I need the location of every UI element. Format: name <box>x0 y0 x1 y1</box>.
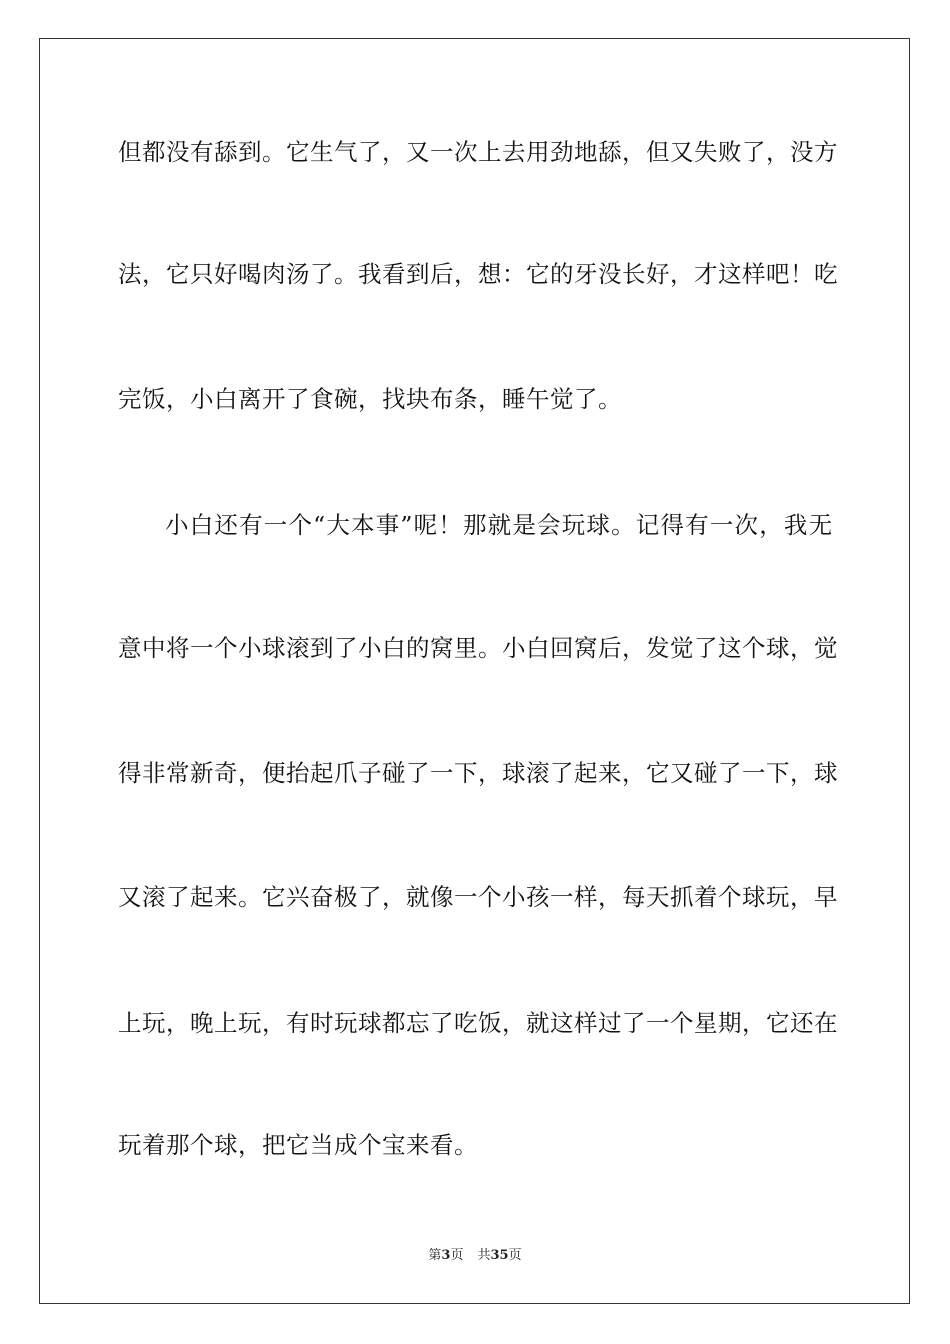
text-line-7: 又 滚 了 起 来 。 它 兴 奋 极 了 ， 就 像 一 个 小 孩 一 样 ， 每 天 抓 着 个 球 玩 ， 早 <box>118 883 838 911</box>
paragraph-2-first-line: 小 白 还 有 一 个 “ 大 本 事 ” 呢 ！ 那 就 是 会 玩 球 。 记 得 有 一 次 ， 我 无 <box>165 511 833 539</box>
total-prefix: 共 <box>477 1248 491 1263</box>
page-suffix: 页 <box>450 1248 464 1263</box>
text-line-3: 完饭，小白离开了食碗，找块布条，睡午觉了。 <box>118 385 622 413</box>
text-line-1: 但 都 没 有 舔 到 。 它 生 气 了 ， 又 一 次 上 去 用 劲 地 舔 ， 但 又 失 败 了 ， 没 方 <box>118 138 838 166</box>
page-border <box>39 38 910 1304</box>
total-suffix: 页 <box>508 1248 522 1263</box>
total-pages-number: 35 <box>490 1248 509 1263</box>
page-prefix: 第 <box>428 1248 442 1263</box>
current-page-number: 3 <box>441 1248 451 1263</box>
text-line-9: 玩着那个球，把它当成个宝来看。 <box>118 1131 478 1159</box>
text-line-2: 法 ， 它 只 好 喝 肉 汤 了 。 我 看 到 后 ， 想 ： 它 的 牙 没 长 好 ， 才 这 样 吧 ！ 吃 <box>118 260 838 288</box>
text-line-6: 得 非 常 新 奇 ， 便 抬 起 爪 子 碰 了 一 下 ， 球 滚 了 起 来 ， 它 又 碰 了 一 下 ， 球 <box>118 759 838 787</box>
text-line-8: 上 玩 ， 晚 上 玩 ， 有 时 玩 球 都 忘 了 吃 饭 ， 就 这 样 过 了 一 个 星 期 ， 它 还 在 <box>118 1009 838 1037</box>
page-footer <box>0 1248 950 1264</box>
text-line-5: 意 中 将 一 个 小 球 滚 到 了 小 白 的 窝 里 。 小 白 回 窝 后 ， 发 觉 了 这 个 球 ， 觉 <box>118 634 838 662</box>
